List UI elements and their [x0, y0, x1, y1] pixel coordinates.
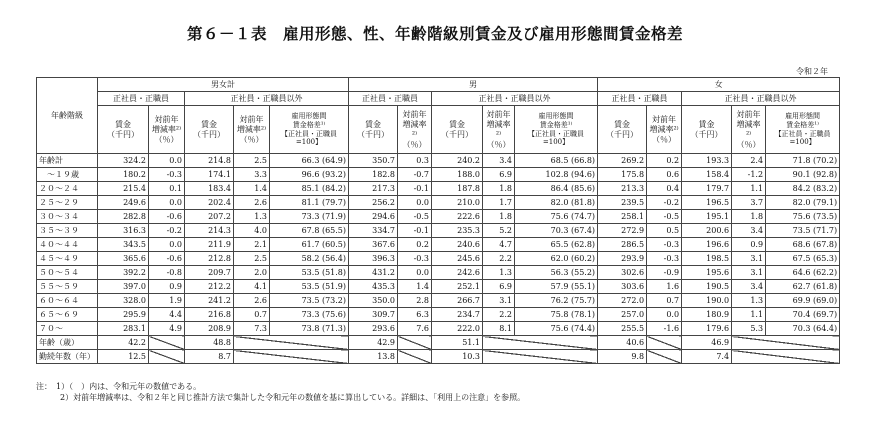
- table-cell: 0.3: [398, 154, 432, 168]
- table-cell: 0.7: [234, 308, 270, 322]
- table-cell: 207.2: [185, 210, 234, 224]
- diagonal-cell: [398, 336, 432, 350]
- table-cell: 2.4: [732, 154, 766, 168]
- table-cell: 0.0: [398, 266, 432, 280]
- diagonal-cell: [483, 350, 598, 364]
- table-cell: 53.5 (51.8): [270, 266, 349, 280]
- table-row: [37, 224, 840, 238]
- table-cell: 179.7: [682, 182, 732, 196]
- table-cell: 1.4: [398, 280, 432, 294]
- summary-cell: 46.9: [682, 336, 732, 350]
- wage-header: 賃金 （千円）: [682, 106, 732, 154]
- table-cell: 269.2: [598, 154, 647, 168]
- table-cell: 2.1: [234, 238, 270, 252]
- table-cell: 303.6: [598, 280, 647, 294]
- yoy-header: 対前年 増減率²⁾ （％）: [398, 106, 432, 154]
- table-cell: 0.0: [149, 238, 185, 252]
- diagonal-cell: [234, 350, 349, 364]
- table-cell: 295.9: [98, 308, 149, 322]
- summary-cell: 10.3: [432, 350, 483, 364]
- table-cell: 208.9: [185, 322, 234, 336]
- row-label: ～１９歳: [37, 168, 98, 182]
- table-cell: 4.9: [149, 322, 185, 336]
- table-cell: 196.5: [682, 196, 732, 210]
- table-cell: 81.1 (79.7): [270, 196, 349, 210]
- summary-label: 勤続年数（年）: [37, 350, 98, 364]
- table-cell: 2.2: [483, 308, 515, 322]
- summary-cell: 7.4: [682, 350, 732, 364]
- table-cell: 0.9: [149, 280, 185, 294]
- table-cell: 75.6 (74.4): [515, 322, 598, 336]
- yoy-header: 対前年 増減率²⁾ （％）: [647, 106, 682, 154]
- wage-header: 賃金 （千円）: [598, 106, 647, 154]
- table-cell: 249.6: [98, 196, 149, 210]
- table-cell: 96.6 (93.2): [270, 168, 349, 182]
- table-cell: 1.4: [234, 182, 270, 196]
- table-cell: 0.1: [149, 182, 185, 196]
- table-cell: 0.0: [149, 196, 185, 210]
- table-cell: 1.1: [732, 182, 766, 196]
- table-cell: 86.4 (85.6): [515, 182, 598, 196]
- table-cell: 84.2 (83.2): [766, 182, 840, 196]
- table-cell: 67.8 (65.5): [270, 224, 349, 238]
- table-cell: 258.1: [598, 210, 647, 224]
- table-cell: 0.2: [398, 238, 432, 252]
- year-label: 令和２年: [796, 67, 828, 76]
- footnotes: [36, 381, 525, 403]
- diagonal-cell: [647, 350, 682, 364]
- table-cell: 367.6: [349, 238, 398, 252]
- table-cell: -0.2: [149, 224, 185, 238]
- table-cell: 82.0 (81.8): [515, 196, 598, 210]
- table-cell: 240.6: [432, 238, 483, 252]
- table-cell: 216.8: [185, 308, 234, 322]
- table-row: [37, 196, 840, 210]
- table-cell: 68.5 (66.8): [515, 154, 598, 168]
- table-cell: 293.6: [349, 322, 398, 336]
- table-cell: 71.8 (70.2): [766, 154, 840, 168]
- table-cell: 397.0: [98, 280, 149, 294]
- yoy-header: 対前年 増減率²⁾ （％）: [732, 106, 766, 154]
- table-cell: 4.1: [234, 280, 270, 294]
- summary-cell: 12.5: [98, 350, 149, 364]
- table-cell: -0.3: [647, 238, 682, 252]
- table-cell: 328.0: [98, 294, 149, 308]
- table-cell: 190.0: [682, 294, 732, 308]
- table-cell: 3.3: [234, 168, 270, 182]
- table-cell: 7.3: [234, 322, 270, 336]
- table-cell: 0.0: [647, 308, 682, 322]
- table-cell: 158.4: [682, 168, 732, 182]
- table-cell: 255.5: [598, 322, 647, 336]
- table-cell: 190.5: [682, 280, 732, 294]
- table-cell: 58.2 (56.4): [270, 252, 349, 266]
- table-cell: 252.1: [432, 280, 483, 294]
- table-cell: 61.7 (60.5): [270, 238, 349, 252]
- table-cell: 76.2 (75.7): [515, 294, 598, 308]
- table-cell: 212.2: [185, 280, 234, 294]
- table-cell: 396.3: [349, 252, 398, 266]
- yoy-header: 対前年 増減率²⁾ （％）: [149, 106, 185, 154]
- row-label: ３５～３９: [37, 224, 98, 238]
- table-cell: 73.8 (71.3): [270, 322, 349, 336]
- table-cell: 272.9: [598, 224, 647, 238]
- yoy-header: 対前年 増減率²⁾ （％）: [234, 106, 270, 154]
- table-cell: -0.3: [149, 168, 185, 182]
- table-row: [37, 154, 840, 168]
- row-label: ２５～２９: [37, 196, 98, 210]
- table-cell: 3.4: [483, 154, 515, 168]
- table-cell: 62.0 (60.2): [515, 252, 598, 266]
- table-cell: 213.3: [598, 182, 647, 196]
- row-label: ５０～５４: [37, 266, 98, 280]
- table-cell: -0.1: [398, 182, 432, 196]
- table-cell: 239.5: [598, 196, 647, 210]
- group-header: 男: [349, 78, 598, 92]
- table-cell: 75.6 (73.5): [766, 210, 840, 224]
- table-cell: 1.8: [732, 210, 766, 224]
- group-header: 男女計: [98, 78, 349, 92]
- table-cell: 1.8: [483, 210, 515, 224]
- table-cell: -0.3: [398, 252, 432, 266]
- table-cell: 69.9 (69.0): [766, 294, 840, 308]
- group-header: 女: [598, 78, 840, 92]
- table-cell: 3.1: [483, 294, 515, 308]
- table-cell: 245.6: [432, 252, 483, 266]
- table-cell: 6.9: [483, 280, 515, 294]
- diagonal-cell: [149, 350, 185, 364]
- table-cell: 0.7: [647, 294, 682, 308]
- table-cell: 241.2: [185, 294, 234, 308]
- wage-table: [36, 77, 840, 364]
- table-cell: 282.8: [98, 210, 149, 224]
- table-cell: 392.2: [98, 266, 149, 280]
- table-cell: 1.9: [149, 294, 185, 308]
- table-cell: 365.6: [98, 252, 149, 266]
- table-cell: 0.9: [732, 238, 766, 252]
- row-label: ３０～３４: [37, 210, 98, 224]
- table-cell: 198.5: [682, 252, 732, 266]
- table-cell: 242.6: [432, 266, 483, 280]
- summary-cell: 8.7: [185, 350, 234, 364]
- table-cell: 214.3: [185, 224, 234, 238]
- table-cell: 1.3: [234, 210, 270, 224]
- table-cell: 212.8: [185, 252, 234, 266]
- table-cell: 4.7: [483, 238, 515, 252]
- row-label: ４０～４４: [37, 238, 98, 252]
- diagonal-cell: [647, 336, 682, 350]
- table-cell: 1.1: [732, 308, 766, 322]
- summary-row: [37, 350, 840, 364]
- table-cell: 187.8: [432, 182, 483, 196]
- header-row-groups: [37, 78, 840, 92]
- table-cell: 283.1: [98, 322, 149, 336]
- table-cell: 68.6 (67.8): [766, 238, 840, 252]
- table-cell: 257.0: [598, 308, 647, 322]
- diagonal-cell: [732, 350, 840, 364]
- table-cell: 200.6: [682, 224, 732, 238]
- table-cell: 73.5 (71.7): [766, 224, 840, 238]
- table-cell: -0.5: [647, 210, 682, 224]
- table-cell: -0.9: [647, 266, 682, 280]
- summary-cell: 42.2: [98, 336, 149, 350]
- table-cell: -0.2: [647, 196, 682, 210]
- table-title: 第６－１表 雇用形態、性、年齢階級別賃金及び雇用形態間賃金格差: [186, 25, 683, 43]
- summary-cell: 13.8: [349, 350, 398, 364]
- table-cell: 350.7: [349, 154, 398, 168]
- table-row: [37, 252, 840, 266]
- diagonal-cell: [149, 336, 185, 350]
- table-cell: 0.2: [647, 154, 682, 168]
- table-cell: 175.8: [598, 168, 647, 182]
- table-cell: 5.2: [483, 224, 515, 238]
- table-cell: 0.6: [647, 168, 682, 182]
- table-cell: 1.3: [483, 266, 515, 280]
- table-cell: 85.1 (84.2): [270, 182, 349, 196]
- table-cell: 66.3 (64.9): [270, 154, 349, 168]
- table-cell: 222.0: [432, 322, 483, 336]
- wage-header: 賃金 （千円）: [349, 106, 398, 154]
- summary-cell: 9.8: [598, 350, 647, 364]
- summary-cell: 42.9: [349, 336, 398, 350]
- table-cell: 324.2: [98, 154, 149, 168]
- table-cell: 182.8: [349, 168, 398, 182]
- table-cell: 2.8: [398, 294, 432, 308]
- table-cell: 56.3 (55.2): [515, 266, 598, 280]
- table-cell: 195.6: [682, 266, 732, 280]
- table-cell: 431.2: [349, 266, 398, 280]
- table-cell: 2.0: [234, 266, 270, 280]
- table-cell: 202.4: [185, 196, 234, 210]
- table-cell: 188.0: [432, 168, 483, 182]
- age-class-header: 年齢階級: [37, 78, 98, 154]
- row-label: 年齢計: [37, 154, 98, 168]
- table-cell: 1.7: [483, 196, 515, 210]
- table-cell: 75.8 (78.1): [515, 308, 598, 322]
- regular-header: 正社員・正職員: [98, 92, 185, 106]
- row-label: ５５～５９: [37, 280, 98, 294]
- summary-row: [37, 336, 840, 350]
- table-cell: 62.7 (61.8): [766, 280, 840, 294]
- table-cell: 6.3: [398, 308, 432, 322]
- row-label: ２０～２４: [37, 182, 98, 196]
- row-label: ６５～６９: [37, 308, 98, 322]
- table-cell: 3.7: [732, 196, 766, 210]
- table-cell: 4.4: [149, 308, 185, 322]
- wage-header: 賃金 （千円）: [185, 106, 234, 154]
- wage-header: 賃金 （千円）: [98, 106, 149, 154]
- table-cell: 210.0: [432, 196, 483, 210]
- table-body: [37, 78, 840, 364]
- table-cell: -1.2: [732, 168, 766, 182]
- table-cell: 334.7: [349, 224, 398, 238]
- summary-cell: 48.8: [185, 336, 234, 350]
- footnote-1: 注： 1）（ ）内は、令和元年の数値である。: [36, 382, 202, 391]
- table-cell: 3.1: [732, 266, 766, 280]
- table-cell: 8.1: [483, 322, 515, 336]
- table-row: [37, 322, 840, 336]
- table-cell: 70.3 (67.4): [515, 224, 598, 238]
- gap-header: 雇用形態間 賃金格差¹⁾ 【正社員・正職員 =100】: [270, 106, 349, 154]
- wage-header: 賃金 （千円）: [432, 106, 483, 154]
- table-cell: 217.3: [349, 182, 398, 196]
- table-row: [37, 168, 840, 182]
- table-cell: 73.5 (73.2): [270, 294, 349, 308]
- table-cell: 73.3 (71.9): [270, 210, 349, 224]
- table-cell: 64.6 (62.2): [766, 266, 840, 280]
- table-cell: 302.6: [598, 266, 647, 280]
- table-cell: -0.3: [647, 252, 682, 266]
- table-cell: 57.9 (55.1): [515, 280, 598, 294]
- table-cell: -0.7: [398, 168, 432, 182]
- footnote-2: 2）対前年増減率は、令和２年と同じ推計方法で集計した令和元年の数値を基に算出している。詳細は、「利用上の注意」を参照。: [36, 393, 526, 402]
- table-cell: 215.4: [98, 182, 149, 196]
- table-cell: 0.0: [398, 196, 432, 210]
- row-label: ６０～６４: [37, 294, 98, 308]
- table-row: [37, 294, 840, 308]
- table-cell: 343.5: [98, 238, 149, 252]
- table-cell: 195.1: [682, 210, 732, 224]
- table-cell: 350.0: [349, 294, 398, 308]
- table-cell: 179.6: [682, 322, 732, 336]
- table-row: [37, 210, 840, 224]
- summary-cell: 51.1: [432, 336, 483, 350]
- table-cell: 174.1: [185, 168, 234, 182]
- table-cell: 2.5: [234, 154, 270, 168]
- table-row: [37, 238, 840, 252]
- yoy-header: 対前年 増減率²⁾ （％）: [483, 106, 515, 154]
- table-cell: 4.0: [234, 224, 270, 238]
- summary-cell: 40.6: [598, 336, 647, 350]
- table-cell: 7.6: [398, 322, 432, 336]
- table-cell: 2.6: [234, 196, 270, 210]
- table-cell: 266.7: [432, 294, 483, 308]
- table-cell: 180.9: [682, 308, 732, 322]
- row-label: ４５～４９: [37, 252, 98, 266]
- table-cell: 3.4: [732, 280, 766, 294]
- table-cell: 286.5: [598, 238, 647, 252]
- table-cell: 82.0 (79.1): [766, 196, 840, 210]
- table-cell: 272.0: [598, 294, 647, 308]
- header-row-columns: [37, 106, 840, 154]
- row-label: ７０～: [37, 322, 98, 336]
- table-cell: -0.5: [398, 210, 432, 224]
- table-cell: 196.6: [682, 238, 732, 252]
- nonregular-header: 正社員・正職員以外: [185, 92, 349, 106]
- diagonal-cell: [732, 336, 840, 350]
- table-row: [37, 182, 840, 196]
- table-cell: 5.3: [732, 322, 766, 336]
- regular-header: 正社員・正職員: [349, 92, 432, 106]
- table-cell: 65.5 (62.8): [515, 238, 598, 252]
- table-cell: 6.9: [483, 168, 515, 182]
- table-cell: 53.5 (51.9): [270, 280, 349, 294]
- table-cell: 102.8 (94.6): [515, 168, 598, 182]
- table-cell: 211.9: [185, 238, 234, 252]
- table-cell: -0.6: [149, 210, 185, 224]
- summary-label: 年齢（歳）: [37, 336, 98, 350]
- table-cell: 435.3: [349, 280, 398, 294]
- table-cell: 90.1 (92.8): [766, 168, 840, 182]
- table-cell: 235.3: [432, 224, 483, 238]
- table-cell: 293.9: [598, 252, 647, 266]
- table-cell: 2.2: [483, 252, 515, 266]
- table-cell: 70.4 (69.7): [766, 308, 840, 322]
- nonregular-header: 正社員・正職員以外: [682, 92, 840, 106]
- table-row: [37, 280, 840, 294]
- table-cell: -0.1: [398, 224, 432, 238]
- table-cell: 1.6: [647, 280, 682, 294]
- table-cell: 256.2: [349, 196, 398, 210]
- table-cell: 1.3: [732, 294, 766, 308]
- table-cell: 183.4: [185, 182, 234, 196]
- table-cell: 309.7: [349, 308, 398, 322]
- gap-header: 雇用形態間 賃金格差¹⁾ 【正社員・正職員 =100】: [766, 106, 840, 154]
- table-cell: 3.1: [732, 252, 766, 266]
- regular-header: 正社員・正職員: [598, 92, 682, 106]
- table-cell: 222.6: [432, 210, 483, 224]
- gap-header: 雇用形態間 賃金格差¹⁾ 【正社員・正職員 =100】: [515, 106, 598, 154]
- nonregular-header: 正社員・正職員以外: [432, 92, 598, 106]
- table-cell: 70.3 (64.4): [766, 322, 840, 336]
- table-cell: 294.6: [349, 210, 398, 224]
- table-cell: 75.6 (74.7): [515, 210, 598, 224]
- table-cell: 180.2: [98, 168, 149, 182]
- table-cell: 73.3 (75.6): [270, 308, 349, 322]
- table-cell: 3.4: [732, 224, 766, 238]
- table-cell: 0.0: [149, 154, 185, 168]
- diagonal-cell: [234, 336, 349, 350]
- table-cell: 193.3: [682, 154, 732, 168]
- table-cell: 0.5: [647, 224, 682, 238]
- table-cell: 316.3: [98, 224, 149, 238]
- header-row-type: [37, 92, 840, 106]
- table-cell: -1.6: [647, 322, 682, 336]
- diagonal-cell: [398, 350, 432, 364]
- table-row: [37, 266, 840, 280]
- table-cell: 234.7: [432, 308, 483, 322]
- table-cell: 209.7: [185, 266, 234, 280]
- table-cell: 0.4: [647, 182, 682, 196]
- table-cell: 214.8: [185, 154, 234, 168]
- table-cell: -0.6: [149, 252, 185, 266]
- table-cell: 67.5 (65.3): [766, 252, 840, 266]
- table-cell: 2.6: [234, 294, 270, 308]
- table-row: [37, 308, 840, 322]
- table-cell: 1.8: [483, 182, 515, 196]
- table-cell: 240.2: [432, 154, 483, 168]
- table-cell: 2.5: [234, 252, 270, 266]
- diagonal-cell: [483, 336, 598, 350]
- table-cell: -0.8: [149, 266, 185, 280]
